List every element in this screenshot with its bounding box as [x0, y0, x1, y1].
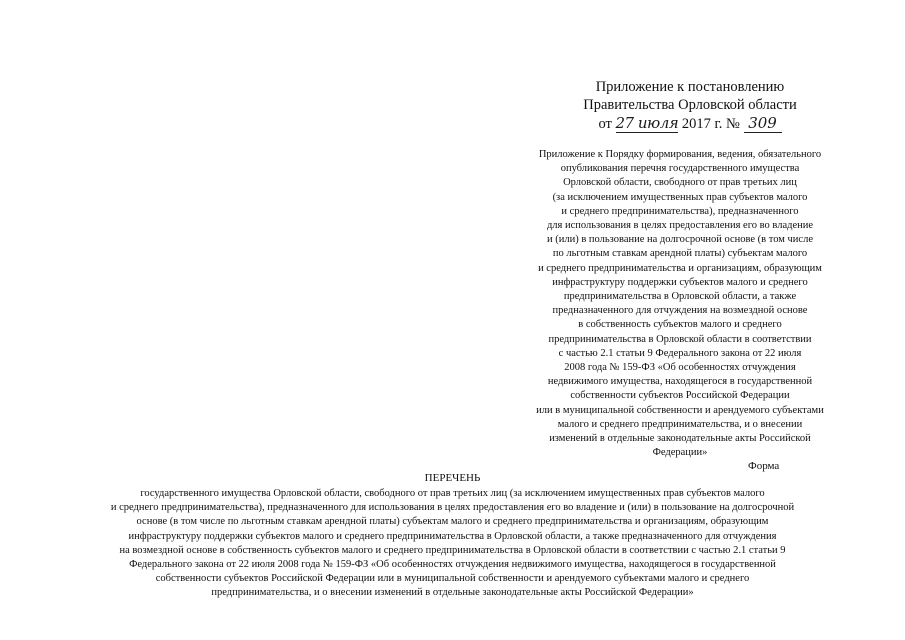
- note-line: и (или) в пользование на долгосрочной основе (в том числе: [547, 234, 813, 246]
- handwritten-date: 27 июля: [615, 114, 679, 132]
- note-line: Орловской области, свободного от прав третьих лиц: [563, 177, 797, 189]
- list-title: ПЕРЕЧЕНЬ: [424, 472, 481, 484]
- note-line: недвижимого имущества, находящегося в государственной: [547, 376, 813, 388]
- list-line: инфраструктуру поддержки субъектов малого и среднего предпринимательства в Орловской области, а также предназначенного для отчуждения: [128, 530, 777, 542]
- note-line: 2008 года № 159-ФЗ «Об особенностях отчуждения: [564, 362, 796, 374]
- date-prefix: от: [598, 116, 612, 132]
- header-line-2: Правительства Орловской области: [583, 97, 797, 113]
- note-line: (за исключением имущественных прав субъектов малого: [552, 191, 808, 203]
- note-line: Приложение к Порядку формирования, ведения, обязательного: [538, 149, 822, 160]
- note-line: предпринимательства в Орловской области, а также: [563, 291, 797, 303]
- note-line: предпринимательства в Орловской области в соответствии: [548, 333, 812, 345]
- list-line: Федерального закона от 22 июля 2008 года № 159-ФЗ «Об особенностях отчуждения недвижимого имущества, находящегося в государственной: [129, 559, 776, 571]
- note-line: предназначенного для отчуждения на возмездной основе: [552, 305, 808, 317]
- note-line: Федерации»: [652, 447, 708, 459]
- list-line: предпринимательства, и о внесении изменений в отдельные законодательные акты Российской Федерации»: [211, 587, 694, 599]
- note-line: изменений в отдельные законодательные акты Российской: [549, 433, 811, 445]
- list-description: [20, 487, 885, 601]
- note-line: малого и среднего предпринимательства, и о внесении: [557, 418, 803, 430]
- note-line: опубликования перечня государственного имущества: [560, 163, 800, 175]
- list-line: основе (в том числе по льготным ставкам арендной платы) субъектам малого и среднего предпринимательства и организациям, образующим: [136, 516, 769, 528]
- note-line: с частью 2.1 статьи 9 Федерального закона от 22 июля: [558, 347, 802, 359]
- header-line-1: Приложение к постановлению: [595, 79, 785, 95]
- year-number-label: 2017 г. №: [681, 116, 740, 132]
- note-line: собственности субъектов Российской Федерации: [570, 390, 790, 402]
- list-line: собственности субъектов Российской Федерации или в муниципальной собственности и арендуемого субъектами малого и среднего: [155, 573, 750, 585]
- appendix-note: [500, 148, 860, 460]
- note-line: в собственность субъектов малого и среднего: [578, 319, 782, 331]
- list-line: и среднего предпринимательства), предназначенного для использования в целях предоставления его во владение и (или) в пользование на долгосрочной: [110, 502, 795, 514]
- note-line: и среднего предпринимательства), предназначенного: [561, 205, 799, 217]
- note-line: по льготным ставкам арендной платы) субъектам малого: [552, 248, 808, 260]
- form-label: Форма: [748, 460, 780, 472]
- note-line: инфраструктуру поддержки субъектов малого и среднего: [552, 276, 808, 288]
- handwritten-number: 309: [744, 114, 782, 133]
- list-line: государственного имущества Орловской области, свободного от прав третьих лиц (за исключением имущественных прав субъектов малого: [140, 488, 765, 499]
- appendix-header: [540, 78, 840, 133]
- note-line: или в муниципальной собственности и арендуемого субъектами: [536, 404, 824, 416]
- header-date-line: [540, 114, 840, 133]
- note-line: и среднего предпринимательства и организациям, образующим: [538, 262, 822, 274]
- note-line: для использования в целях предоставления его во владение: [546, 220, 814, 232]
- list-line: на возмездной основе в собственность субъектов малого и среднего предпринимательства в Орловской области в соответствии с частью 2.1 статьи 9: [119, 544, 786, 556]
